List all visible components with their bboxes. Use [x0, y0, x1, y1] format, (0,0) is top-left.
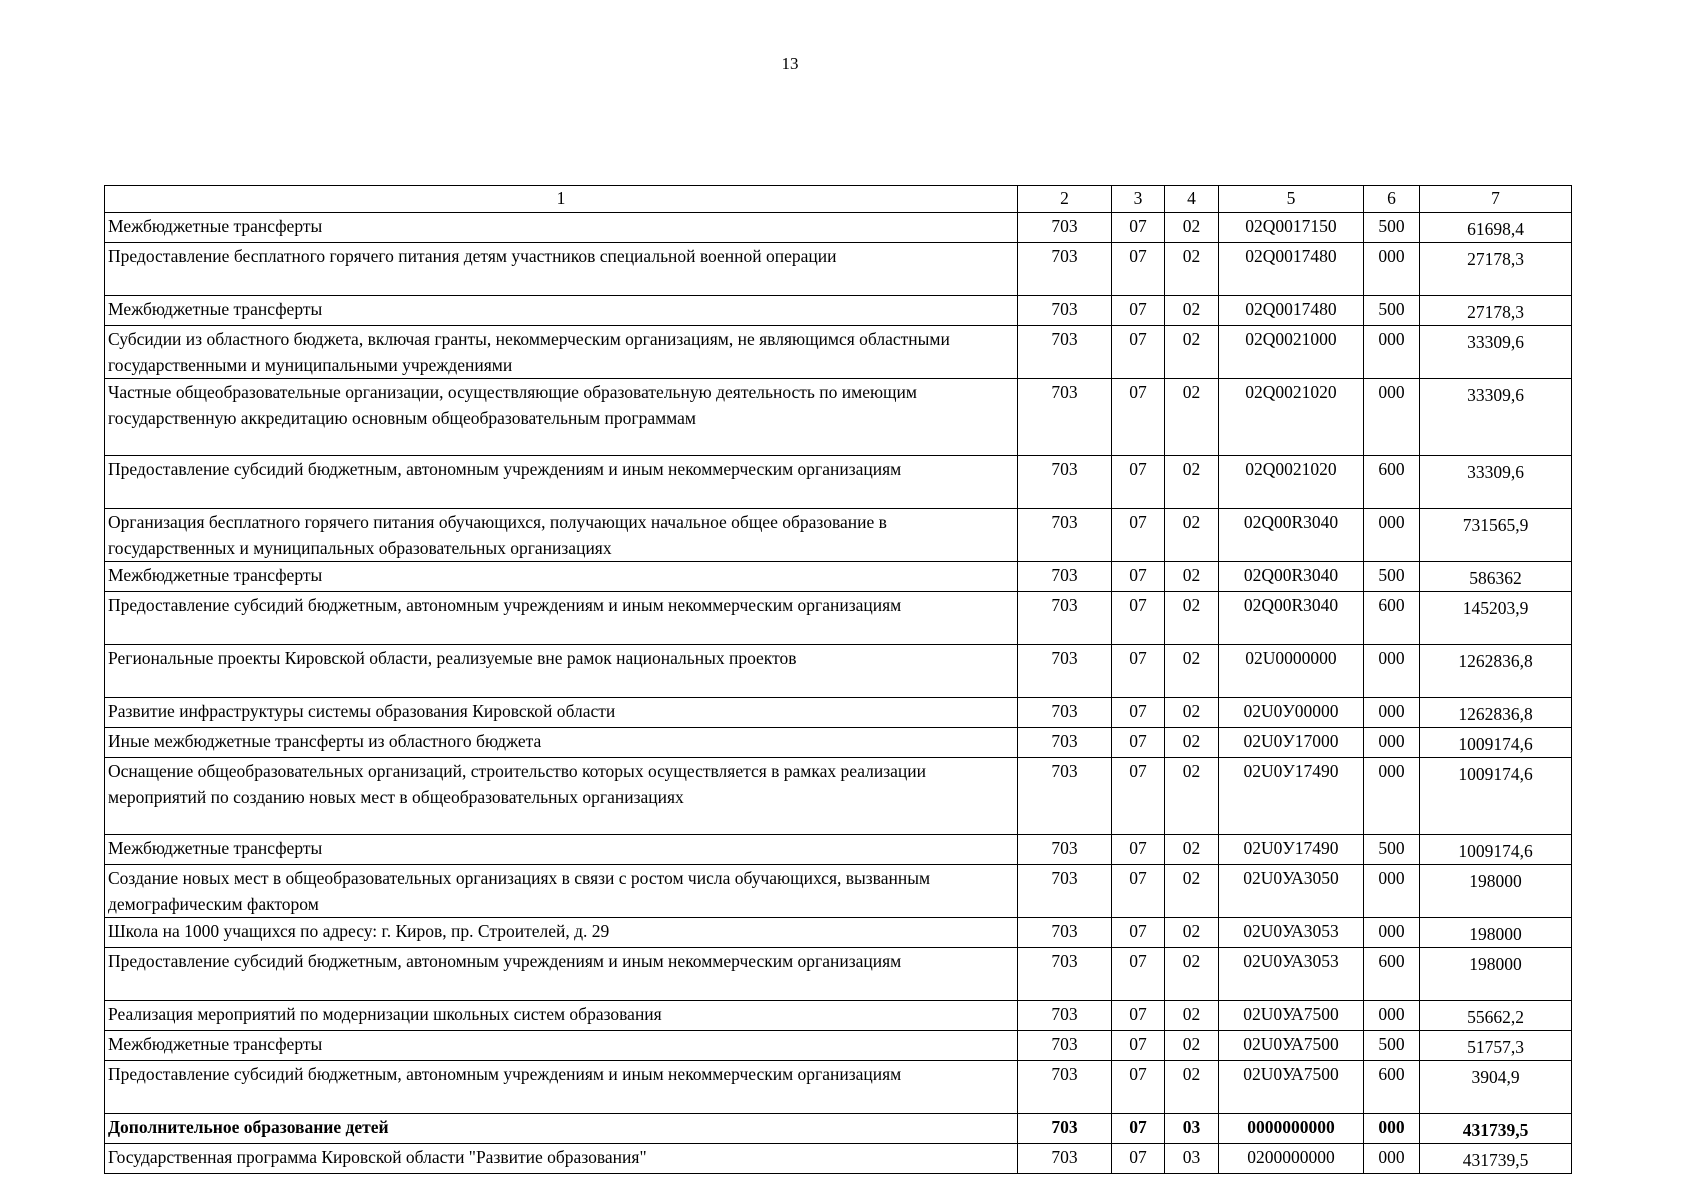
- table-row: [105, 1031, 1572, 1061]
- row-col4-cell: 02: [1165, 562, 1219, 592]
- row-col3-cell: 07: [1112, 1001, 1165, 1031]
- row-code-cell: 02Q00R3040: [1219, 592, 1364, 645]
- row-name-cell: Субсидии из областного бюджета, включая гранты, некоммерческим организациям, не являющимся областными государственными и муниципальными учреждениями: [105, 326, 1018, 379]
- row-amount-cell: 27178,3: [1420, 243, 1572, 296]
- row-col3-cell: 07: [1112, 326, 1165, 379]
- row-name-cell: Частные общеобразовательные организации, осуществляющие образовательную деятельность по имеющим государственную аккредитацию основным общеобразовательным программам: [105, 379, 1018, 456]
- row-type-cell: 000: [1364, 698, 1420, 728]
- row-col4-cell: 02: [1165, 728, 1219, 758]
- row-amount-cell: 51757,3: [1420, 1031, 1572, 1061]
- row-code-cell: 02U0У17000: [1219, 728, 1364, 758]
- row-col3-cell: 07: [1112, 296, 1165, 326]
- table-row: [105, 1001, 1572, 1031]
- row-name-cell: Создание новых мест в общеобразовательных организациях в связи с ростом числа обучающихся, вызванным демографическим фактором: [105, 865, 1018, 918]
- table-row: [105, 918, 1572, 948]
- row-col2-cell: 703: [1018, 698, 1112, 728]
- row-name-cell: Региональные проекты Кировской области, реализуемые вне рамок национальных проектов: [105, 645, 1018, 698]
- row-code-cell: 02Q0017480: [1219, 296, 1364, 326]
- table-row: [105, 592, 1572, 645]
- row-col3-cell: 07: [1112, 948, 1165, 1001]
- row-col3-cell: 07: [1112, 213, 1165, 243]
- header-cell-7: 7: [1420, 186, 1572, 213]
- row-name-cell: Предоставление субсидий бюджетным, автономным учреждениям и иным некоммерческим организациям: [105, 456, 1018, 509]
- row-col4-cell: 03: [1165, 1144, 1219, 1174]
- row-col2-cell: 703: [1018, 456, 1112, 509]
- row-name-cell: Школа на 1000 учащихся по адресу: г. Киров, пр. Строителей, д. 29: [105, 918, 1018, 948]
- row-name-cell: Межбюджетные трансферты: [105, 213, 1018, 243]
- table-row: [105, 1144, 1572, 1174]
- row-code-cell: 02U0УА3053: [1219, 948, 1364, 1001]
- row-type-cell: 000: [1364, 645, 1420, 698]
- row-col4-cell: 02: [1165, 758, 1219, 835]
- row-col4-cell: 02: [1165, 592, 1219, 645]
- row-col4-cell: 02: [1165, 645, 1219, 698]
- row-amount-cell: 27178,3: [1420, 296, 1572, 326]
- table-row: [105, 865, 1572, 918]
- row-col3-cell: 07: [1112, 1061, 1165, 1114]
- row-col3-cell: 07: [1112, 835, 1165, 865]
- row-type-cell: 000: [1364, 1144, 1420, 1174]
- table-row: [105, 835, 1572, 865]
- row-col3-cell: 07: [1112, 1031, 1165, 1061]
- table-row: [105, 326, 1572, 379]
- row-type-cell: 000: [1364, 1001, 1420, 1031]
- header-cell-6: 6: [1364, 186, 1420, 213]
- row-col2-cell: 703: [1018, 213, 1112, 243]
- row-col4-cell: 02: [1165, 865, 1219, 918]
- row-type-cell: 000: [1364, 865, 1420, 918]
- row-amount-cell: 145203,9: [1420, 592, 1572, 645]
- table-row: [105, 243, 1572, 296]
- row-col4-cell: 02: [1165, 835, 1219, 865]
- row-col3-cell: 07: [1112, 645, 1165, 698]
- row-amount-cell: 33309,6: [1420, 379, 1572, 456]
- row-type-cell: 600: [1364, 948, 1420, 1001]
- row-code-cell: 02Q0017480: [1219, 243, 1364, 296]
- row-type-cell: 600: [1364, 456, 1420, 509]
- row-name-cell: Межбюджетные трансферты: [105, 296, 1018, 326]
- row-amount-cell: 198000: [1420, 948, 1572, 1001]
- row-col2-cell: 703: [1018, 1061, 1112, 1114]
- row-code-cell: 02Q00R3040: [1219, 562, 1364, 592]
- table-row: [105, 456, 1572, 509]
- row-col3-cell: 07: [1112, 918, 1165, 948]
- row-code-cell: 02U0УА7500: [1219, 1061, 1364, 1114]
- row-type-cell: 000: [1364, 918, 1420, 948]
- row-code-cell: 02U0У17490: [1219, 758, 1364, 835]
- table-row: [105, 948, 1572, 1001]
- row-code-cell: 02U0У00000: [1219, 698, 1364, 728]
- row-col2-cell: 703: [1018, 918, 1112, 948]
- row-type-cell: 600: [1364, 592, 1420, 645]
- row-col3-cell: 07: [1112, 379, 1165, 456]
- row-code-cell: 02Q0021020: [1219, 456, 1364, 509]
- row-col2-cell: 703: [1018, 1031, 1112, 1061]
- row-code-cell: 02U0У17490: [1219, 835, 1364, 865]
- row-col3-cell: 07: [1112, 758, 1165, 835]
- table-row: [105, 296, 1572, 326]
- row-col4-cell: 02: [1165, 918, 1219, 948]
- row-col3-cell: 07: [1112, 698, 1165, 728]
- row-name-cell: Организация бесплатного горячего питания обучающихся, получающих начальное общее образование в государственных и муниципальных образовательных организациях: [105, 509, 1018, 562]
- row-col4-cell: 02: [1165, 1061, 1219, 1114]
- row-amount-cell: 731565,9: [1420, 509, 1572, 562]
- row-col2-cell: 703: [1018, 835, 1112, 865]
- row-amount-cell: 1009174,6: [1420, 758, 1572, 835]
- row-col4-cell: 02: [1165, 326, 1219, 379]
- row-code-cell: 02U0УА7500: [1219, 1031, 1364, 1061]
- header-cell-3: 3: [1112, 186, 1165, 213]
- row-col2-cell: 703: [1018, 326, 1112, 379]
- row-amount-cell: 431739,5: [1420, 1144, 1572, 1174]
- table-row: [105, 379, 1572, 456]
- row-name-cell: Государственная программа Кировской области "Развитие образования": [105, 1144, 1018, 1174]
- row-col4-cell: 02: [1165, 379, 1219, 456]
- header-cell-4: 4: [1165, 186, 1219, 213]
- row-amount-cell: 33309,6: [1420, 326, 1572, 379]
- table-row: [105, 698, 1572, 728]
- row-col4-cell: 02: [1165, 509, 1219, 562]
- header-cell-1: 1: [105, 186, 1018, 213]
- table-row: [105, 1114, 1572, 1144]
- row-col4-cell: 02: [1165, 1031, 1219, 1061]
- row-col3-cell: 07: [1112, 562, 1165, 592]
- row-amount-cell: 3904,9: [1420, 1061, 1572, 1114]
- row-amount-cell: 198000: [1420, 865, 1572, 918]
- row-col4-cell: 02: [1165, 948, 1219, 1001]
- row-name-cell: Дополнительное образование детей: [105, 1114, 1018, 1144]
- row-col2-cell: 703: [1018, 865, 1112, 918]
- row-col4-cell: 02: [1165, 456, 1219, 509]
- row-col3-cell: 07: [1112, 1114, 1165, 1144]
- row-col3-cell: 07: [1112, 509, 1165, 562]
- row-amount-cell: 55662,2: [1420, 1001, 1572, 1031]
- row-type-cell: 000: [1364, 243, 1420, 296]
- row-col3-cell: 07: [1112, 592, 1165, 645]
- row-col3-cell: 07: [1112, 728, 1165, 758]
- row-col2-cell: 703: [1018, 379, 1112, 456]
- row-col3-cell: 07: [1112, 1144, 1165, 1174]
- row-code-cell: 0000000000: [1219, 1114, 1364, 1144]
- row-code-cell: 0200000000: [1219, 1144, 1364, 1174]
- row-code-cell: 02U0УА7500: [1219, 1001, 1364, 1031]
- row-amount-cell: 1262836,8: [1420, 645, 1572, 698]
- row-code-cell: 02U0УА3050: [1219, 865, 1364, 918]
- row-col4-cell: 02: [1165, 213, 1219, 243]
- header-row: [105, 186, 1572, 213]
- row-code-cell: 02Q0021020: [1219, 379, 1364, 456]
- row-col4-cell: 02: [1165, 698, 1219, 728]
- row-type-cell: 000: [1364, 379, 1420, 456]
- row-col2-cell: 703: [1018, 1001, 1112, 1031]
- row-type-cell: 000: [1364, 1114, 1420, 1144]
- row-col3-cell: 07: [1112, 865, 1165, 918]
- row-col3-cell: 07: [1112, 243, 1165, 296]
- row-type-cell: 000: [1364, 326, 1420, 379]
- table-row: [105, 1061, 1572, 1114]
- row-col2-cell: 703: [1018, 592, 1112, 645]
- row-name-cell: Предоставление субсидий бюджетным, автономным учреждениям и иным некоммерческим организациям: [105, 1061, 1018, 1114]
- header-cell-5: 5: [1219, 186, 1364, 213]
- row-name-cell: Межбюджетные трансферты: [105, 1031, 1018, 1061]
- table-body: [105, 186, 1572, 1174]
- table-row: [105, 213, 1572, 243]
- row-code-cell: 02U0УА3053: [1219, 918, 1364, 948]
- row-col3-cell: 07: [1112, 456, 1165, 509]
- row-name-cell: Развитие инфраструктуры системы образования Кировской области: [105, 698, 1018, 728]
- table-row: [105, 509, 1572, 562]
- row-col2-cell: 703: [1018, 1144, 1112, 1174]
- row-type-cell: 500: [1364, 562, 1420, 592]
- header-cell-2: 2: [1018, 186, 1112, 213]
- table-row: [105, 728, 1572, 758]
- row-col4-cell: 02: [1165, 1001, 1219, 1031]
- row-name-cell: Предоставление субсидий бюджетным, автономным учреждениям и иным некоммерческим организациям: [105, 948, 1018, 1001]
- row-col2-cell: 703: [1018, 296, 1112, 326]
- row-amount-cell: 1009174,6: [1420, 835, 1572, 865]
- row-amount-cell: 33309,6: [1420, 456, 1572, 509]
- row-name-cell: Предоставление субсидий бюджетным, автономным учреждениям и иным некоммерческим организациям: [105, 592, 1018, 645]
- budget-table: [104, 185, 1572, 1174]
- row-amount-cell: 431739,5: [1420, 1114, 1572, 1144]
- row-name-cell: Предоставление бесплатного горячего питания детям участников специальной военной операции: [105, 243, 1018, 296]
- row-type-cell: 000: [1364, 509, 1420, 562]
- row-amount-cell: 61698,4: [1420, 213, 1572, 243]
- row-col2-cell: 703: [1018, 562, 1112, 592]
- row-col2-cell: 703: [1018, 1114, 1112, 1144]
- row-col2-cell: 703: [1018, 645, 1112, 698]
- row-type-cell: 500: [1364, 213, 1420, 243]
- row-type-cell: 500: [1364, 1031, 1420, 1061]
- row-col4-cell: 02: [1165, 243, 1219, 296]
- row-name-cell: Межбюджетные трансферты: [105, 835, 1018, 865]
- row-amount-cell: 1009174,6: [1420, 728, 1572, 758]
- page-number: 13: [781, 54, 799, 73]
- row-type-cell: 000: [1364, 728, 1420, 758]
- table-row: [105, 562, 1572, 592]
- row-col2-cell: 703: [1018, 509, 1112, 562]
- row-col2-cell: 703: [1018, 948, 1112, 1001]
- row-name-cell: Реализация мероприятий по модернизации школьных систем образования: [105, 1001, 1018, 1031]
- row-col4-cell: 03: [1165, 1114, 1219, 1144]
- row-code-cell: 02Q0021000: [1219, 326, 1364, 379]
- row-type-cell: 500: [1364, 835, 1420, 865]
- row-col2-cell: 703: [1018, 243, 1112, 296]
- row-name-cell: Иные межбюджетные трансферты из областного бюджета: [105, 728, 1018, 758]
- row-code-cell: 02U0000000: [1219, 645, 1364, 698]
- row-col2-cell: 703: [1018, 758, 1112, 835]
- table-row: [105, 758, 1572, 835]
- row-code-cell: 02Q0017150: [1219, 213, 1364, 243]
- row-type-cell: 500: [1364, 296, 1420, 326]
- row-name-cell: Межбюджетные трансферты: [105, 562, 1018, 592]
- row-type-cell: 000: [1364, 758, 1420, 835]
- table-row: [105, 645, 1572, 698]
- row-amount-cell: 198000: [1420, 918, 1572, 948]
- row-col2-cell: 703: [1018, 728, 1112, 758]
- row-name-cell: Оснащение общеобразовательных организаций, строительство которых осуществляется в рамках реализации мероприятий по созданию новых мест в общеобразовательных организациях: [105, 758, 1018, 835]
- row-code-cell: 02Q00R3040: [1219, 509, 1364, 562]
- row-type-cell: 600: [1364, 1061, 1420, 1114]
- row-amount-cell: 1262836,8: [1420, 698, 1572, 728]
- row-amount-cell: 586362: [1420, 562, 1572, 592]
- row-col4-cell: 02: [1165, 296, 1219, 326]
